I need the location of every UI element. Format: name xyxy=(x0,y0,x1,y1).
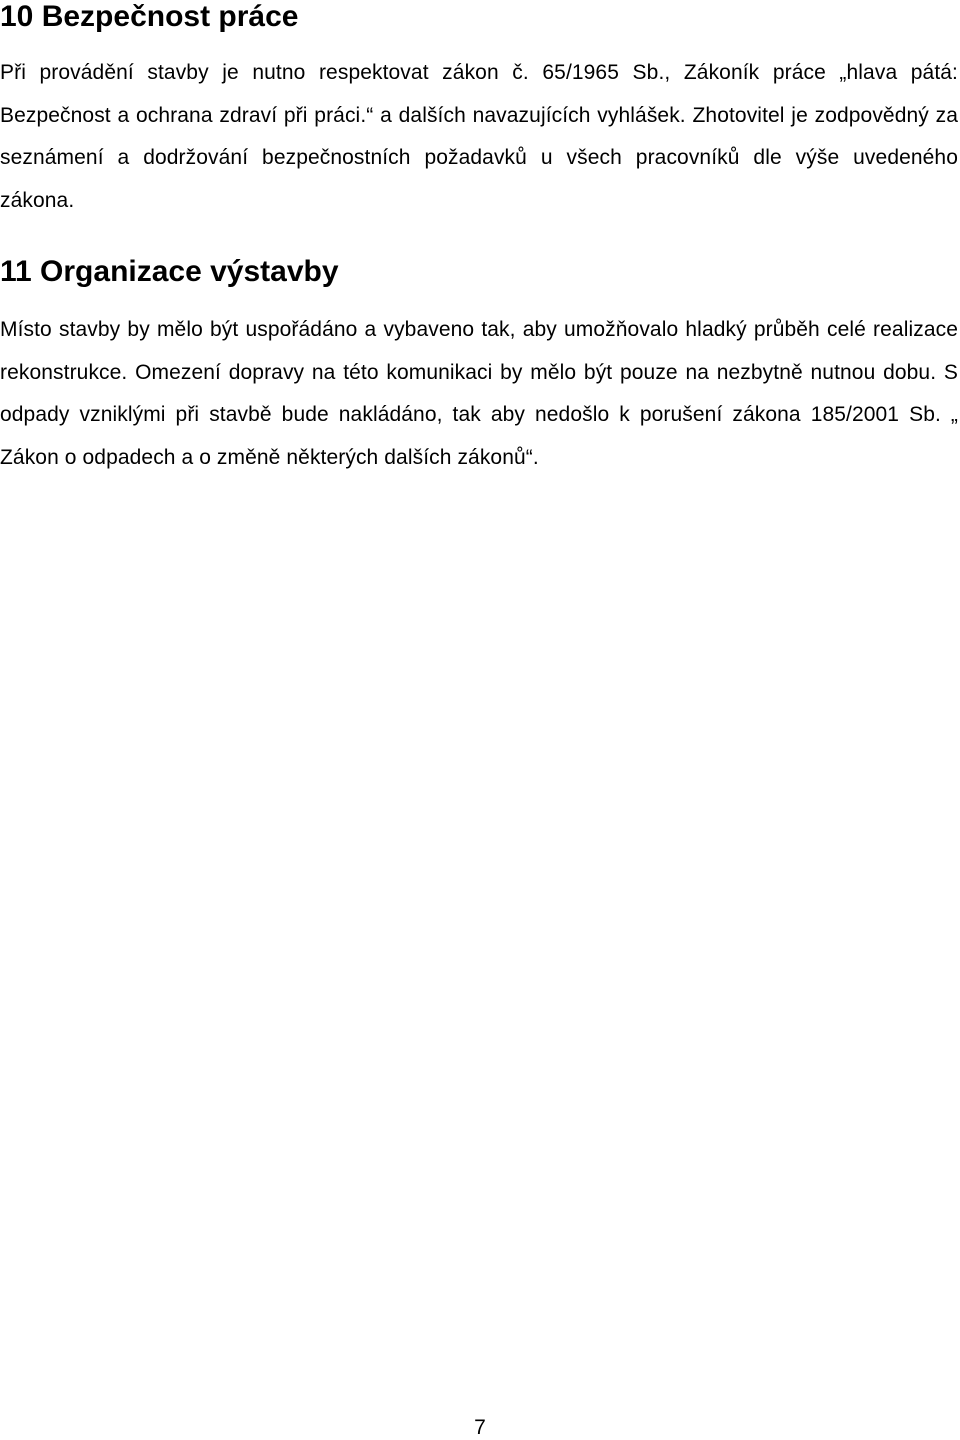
section-paragraph-organizace-vystavby: Místo stavby by mělo být uspořádáno a vybaveno tak, aby umožňovalo hladký průběh celé realizace rekonstrukce. Omezení dopravy na této komunikaci by mělo být pouze na nezbytně nutnou dobu. S odpady vzniklými při stavbě bude nakládáno, tak aby nedošlo k porušení zákona 185/2001 Sb. „ Zákon o odpadech a o změně některých dalších zákonů“. xyxy=(0,318,958,469)
section-heading-bezpecnost-prace: 10 Bezpečnost práce xyxy=(0,0,299,33)
section-heading-organizace-vystavby: 11 Organizace výstavby xyxy=(0,255,339,288)
page-number: 7 xyxy=(474,1416,486,1439)
section-paragraph-bezpecnost-prace: Při provádění stavby je nutno respektovat zákon č. 65/1965 Sb., Zákoník práce „hlava pátá: Bezpečnost a ochrana zdraví při práci.“ a dalších navazujících vyhlášek. Zhotovitel je zodpovědný za seznámení a dodržování bezpečnostních požadavků u všech pracovníků dle výše uvedeného zákona. xyxy=(0,61,958,212)
